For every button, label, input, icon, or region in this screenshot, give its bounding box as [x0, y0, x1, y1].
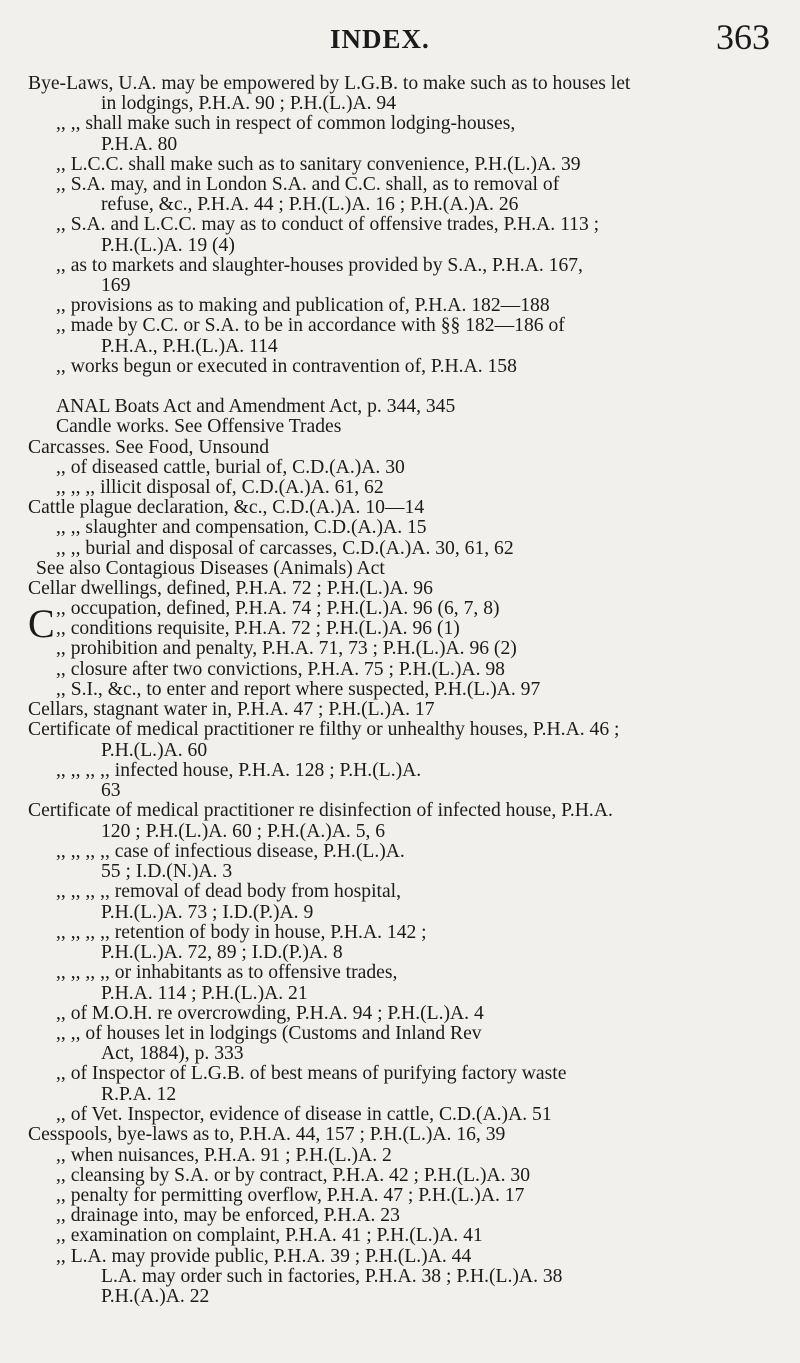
index-line: ,, made by C.C. or S.A. to be in accordance with §§ 182—186 of — [56, 315, 565, 336]
index-line: ,, of Inspector of L.G.B. of best means of purifying factory waste — [56, 1063, 567, 1084]
index-line: 55 ; I.D.(N.)A. 3 — [101, 861, 233, 882]
index-line: ,, provisions as to making and publication of, P.H.A. 182—188 — [56, 295, 550, 316]
index-line: Candle works. See Offensive Trades — [56, 416, 342, 437]
index-line: ,, when nuisances, P.H.A. 91 ; P.H.(L.)A. 2 — [56, 1145, 392, 1166]
index-line: P.H.A. 80 — [101, 134, 178, 155]
index-line: Cellar dwellings, defined, P.H.A. 72 ; P.H.(L.)A. 96 — [28, 578, 433, 599]
index-line: Act, 1884), p. 333 — [101, 1043, 244, 1064]
index-line: ,, ,, ,, ,, case of infectious disease, P.H.(L.)A. — [56, 841, 405, 862]
index-line: ,, ,, ,, ,, retention of body in house, P.H.A. 142 ; — [56, 922, 427, 943]
index-line: ,, of Vet. Inspector, evidence of disease in cattle, C.D.(A.)A. 51 — [56, 1104, 552, 1125]
index-line: ,, occupation, defined, P.H.A. 74 ; P.H.(L.)A. 96 (6, 7, 8) — [56, 598, 500, 619]
index-line: ,, L.C.C. shall make such as to sanitary convenience, P.H.(L.)A. 39 — [56, 154, 581, 175]
index-line: ,, of M.O.H. re overcrowding, P.H.A. 94 ; P.H.(L.)A. 4 — [56, 1003, 484, 1024]
index-line: Certificate of medical practitioner re disinfection of infected house, P.H.A. — [28, 800, 613, 821]
index-line: Certificate of medical practitioner re filthy or unhealthy houses, P.H.A. 46 ; — [28, 719, 620, 740]
index-line: ,, ,, ,, ,, infected house, P.H.A. 128 ; P.H.(L.)A. — [56, 760, 422, 781]
index-line: Bye-Laws, U.A. may be empowered by L.G.B. to make such as to houses let — [28, 73, 631, 94]
index-line: Cesspools, bye-laws as to, P.H.A. 44, 157 ; P.H.(L.)A. 16, 39 — [28, 1124, 506, 1145]
index-line: ,, examination on complaint, P.H.A. 41 ; P.H.(L.)A. 41 — [56, 1225, 483, 1246]
index-line: ,, S.A. and L.C.C. may as to conduct of offensive trades, P.H.A. 113 ; — [56, 214, 600, 235]
index-line: ,, conditions requisite, P.H.A. 72 ; P.H.(L.)A. 96 (1) — [56, 618, 460, 639]
index-line: L.A. may order such in factories, P.H.A. 38 ; P.H.(L.)A. 38 — [101, 1266, 563, 1287]
index-line: ,, S.A. may, and in London S.A. and C.C. shall, as to removal of — [56, 174, 560, 195]
index-line: 169 — [101, 275, 131, 296]
index-line: P.H.(L.)A. 60 — [101, 740, 208, 761]
running-title: INDEX. — [330, 24, 430, 54]
page-header — [0, 16, 800, 60]
index-line: ,, ,, ,, illicit disposal of, C.D.(A.)A. 61, 62 — [56, 477, 384, 498]
index-line: ,, of diseased cattle, burial of, C.D.(A.)A. 30 — [56, 457, 405, 478]
index-line: ,, ,, slaughter and compensation, C.D.(A.)A. 15 — [56, 517, 427, 538]
page-number: 363 — [716, 17, 770, 57]
index-line: P.H.A., P.H.(L.)A. 114 — [101, 336, 278, 357]
index-line: ,, closure after two convictions, P.H.A. 75 ; P.H.(L.)A. 98 — [56, 659, 505, 680]
index-line: ,, cleansing by S.A. or by contract, P.H.A. 42 ; P.H.(L.)A. 30 — [56, 1165, 531, 1186]
index-line: ,, drainage into, may be enforced, P.H.A. 23 — [56, 1205, 400, 1226]
index-line: refuse, &c., P.H.A. 44 ; P.H.(L.)A. 16 ; P.H.(A.)A. 26 — [101, 194, 519, 215]
index-line: Cattle plague declaration, &c., C.D.(A.)A. 10—14 — [28, 497, 425, 518]
index-line: ,, ,, shall make such in respect of common lodging-houses, — [56, 113, 516, 134]
index-line: in lodgings, P.H.A. 90 ; P.H.(L.)A. 94 — [101, 93, 397, 114]
index-line: ,, prohibition and penalty, P.H.A. 71, 73 ; P.H.(L.)A. 96 (2) — [56, 638, 517, 659]
index-line: 120 ; P.H.(L.)A. 60 ; P.H.(A.)A. 5, 6 — [101, 821, 386, 842]
index-line: See also Contagious Diseases (Animals) Act — [36, 558, 385, 579]
index-line: P.H.A. 114 ; P.H.(L.)A. 21 — [101, 983, 308, 1004]
drop-cap: C — [28, 601, 55, 646]
index-line: P.H.(A.)A. 22 — [101, 1286, 210, 1307]
index-line: ,, S.I., &c., to enter and report where suspected, P.H.(L.)A. 97 — [56, 679, 541, 700]
index-line: P.H.(L.)A. 72, 89 ; I.D.(P.)A. 8 — [101, 942, 343, 963]
index-line: Cellars, stagnant water in, P.H.A. 47 ; P.H.(L.)A. 17 — [28, 699, 435, 720]
index-line: ,, works begun or executed in contravention of, P.H.A. 158 — [56, 356, 517, 377]
index-line: ,, L.A. may provide public, P.H.A. 39 ; P.H.(L.)A. 44 — [56, 1246, 472, 1267]
index-line: P.H.(L.)A. 19 (4) — [101, 235, 235, 256]
index-line: ,, ,, burial and disposal of carcasses, C.D.(A.)A. 30, 61, 62 — [56, 538, 514, 559]
index-line: R.P.A. 12 — [101, 1084, 177, 1105]
index-line: ,, ,, of houses let in lodgings (Customs and Inland Rev — [56, 1023, 482, 1044]
index-line: ANAL Boats Act and Amendment Act, p. 344, 345 — [56, 396, 456, 417]
index-line: 63 — [101, 780, 121, 801]
index-line: ,, penalty for permitting overflow, P.H.A. 47 ; P.H.(L.)A. 17 — [56, 1185, 525, 1206]
index-line: Carcasses. See Food, Unsound — [28, 437, 270, 458]
index-line: ,, ,, ,, ,, or inhabitants as to offensive trades, — [56, 962, 398, 983]
index-line: ,, as to markets and slaughter-houses provided by S.A., P.H.A. 167, — [56, 255, 583, 276]
index-line: ,, ,, ,, ,, removal of dead body from hospital, — [56, 881, 401, 902]
index-line: P.H.(L.)A. 73 ; I.D.(P.)A. 9 — [101, 902, 314, 923]
